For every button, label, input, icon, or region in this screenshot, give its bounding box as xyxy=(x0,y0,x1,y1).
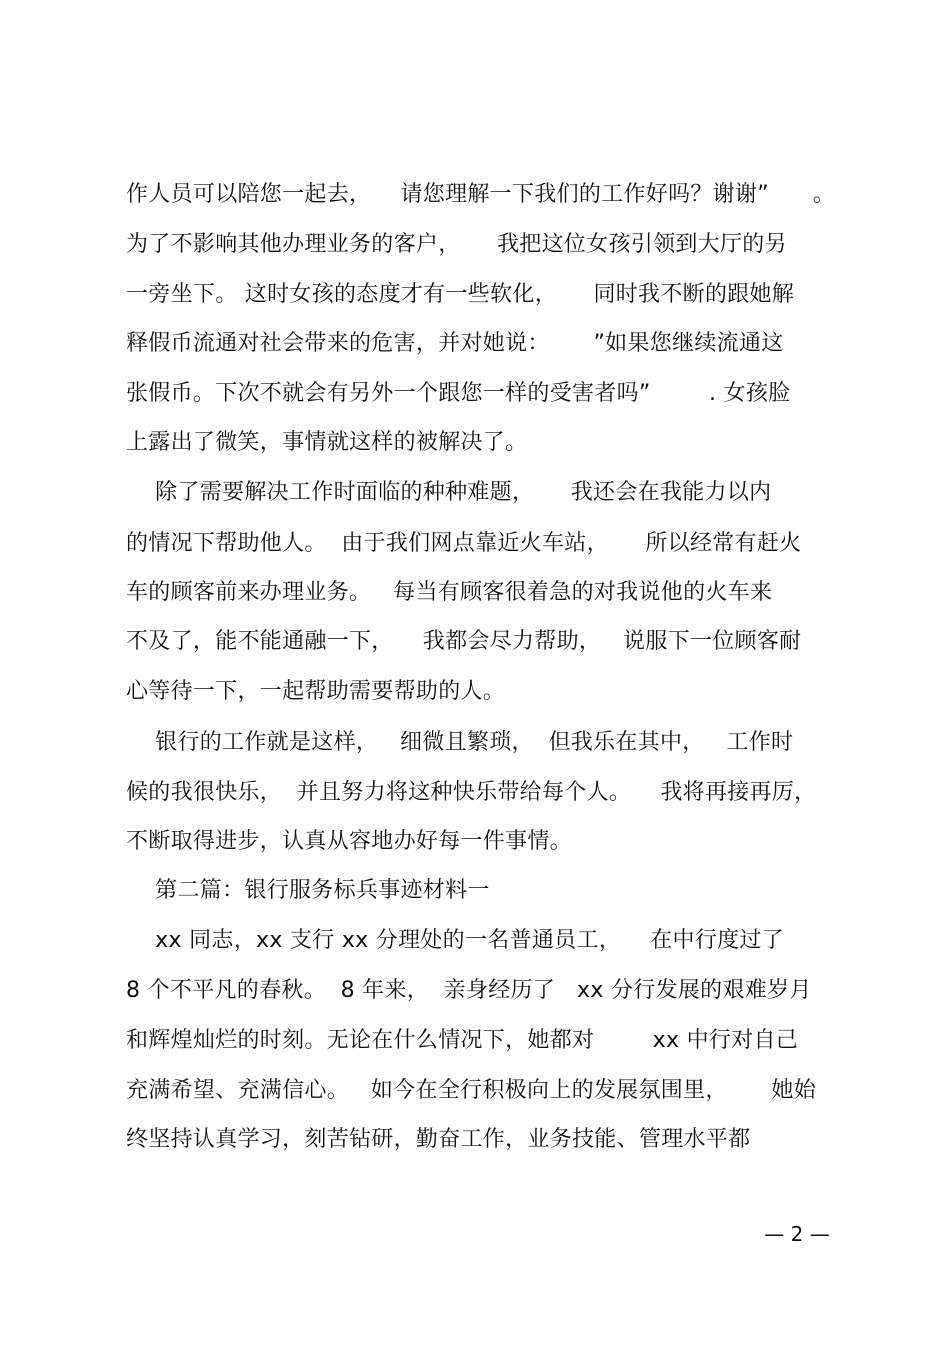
text-line: 车的顾客前来办理业务。 每当有顾客很着急的对我说他的火车来 xyxy=(126,580,773,605)
text-line: 一旁坐下。 这时女孩的态度才有一些软化， 同时我不断的跟她解 xyxy=(126,282,795,307)
text-line: 除了需要解决工作时面临的种种难题， 我还会在我能力以内 xyxy=(126,480,772,505)
text-line: 候的我很快乐， 并且努力将这种快乐带给每个人。 我将再接再厉， xyxy=(126,780,817,805)
text-line: 不断取得进步，认真从容地办好每一件事情。 xyxy=(126,829,573,854)
text-line: 不及了，能不能通融一下， 我都会尽力帮助， 说服下一位顾客耐 xyxy=(126,629,802,654)
text-line: 作人员可以陪您一起去， 请您理解一下我们的工作好吗？谢谢” 。 xyxy=(126,182,836,207)
section-heading: 第二篇：银行服务标兵事迹材料一 xyxy=(126,878,490,903)
text-line: 8 个不平凡的春秋。 8 年来， 亲身经历了 xx 分行发展的艰难岁月 xyxy=(126,978,812,1003)
text-line: 为了不影响其他办理业务的客户， 我把这位女孩引领到大厅的另 xyxy=(126,232,787,257)
text-line: 释假币流通对社会带来的危害，并对她说： ”如果您继续流通这 xyxy=(126,331,784,356)
text-line: 和辉煌灿烂的时刻。无论在什么情况下，她都对 xx 中行对自己 xyxy=(126,1028,799,1053)
text-line: 上露出了微笑，事情就这样的被解决了。 xyxy=(126,430,528,455)
text-line: 终坚持认真学习，刻苦钻研，勤奋工作，业务技能、管理水平都 xyxy=(126,1127,751,1152)
text-line: 的情况下帮助他人。 由于我们网点靠近火车站， 所以经常有赶火 xyxy=(126,531,802,556)
text-line: 充满希望、充满信心。 如今在全行积极向上的发展氛围里， 她始 xyxy=(126,1078,817,1103)
text-line: 心等待一下，一起帮助需要帮助的人。 xyxy=(126,679,506,704)
text-line: 张假币。下次不就会有另外一个跟您一样的受害者吗” . 女孩脸 xyxy=(126,381,791,406)
text-line: 银行的工作就是这样， 细微且繁琐， 但我乐在其中， 工作时 xyxy=(126,730,794,755)
page-number: — 2 — xyxy=(764,1222,830,1246)
text-line: xx 同志，xx 支行 xx 分理处的一名普通员工， 在中行度过了 xyxy=(126,928,785,953)
